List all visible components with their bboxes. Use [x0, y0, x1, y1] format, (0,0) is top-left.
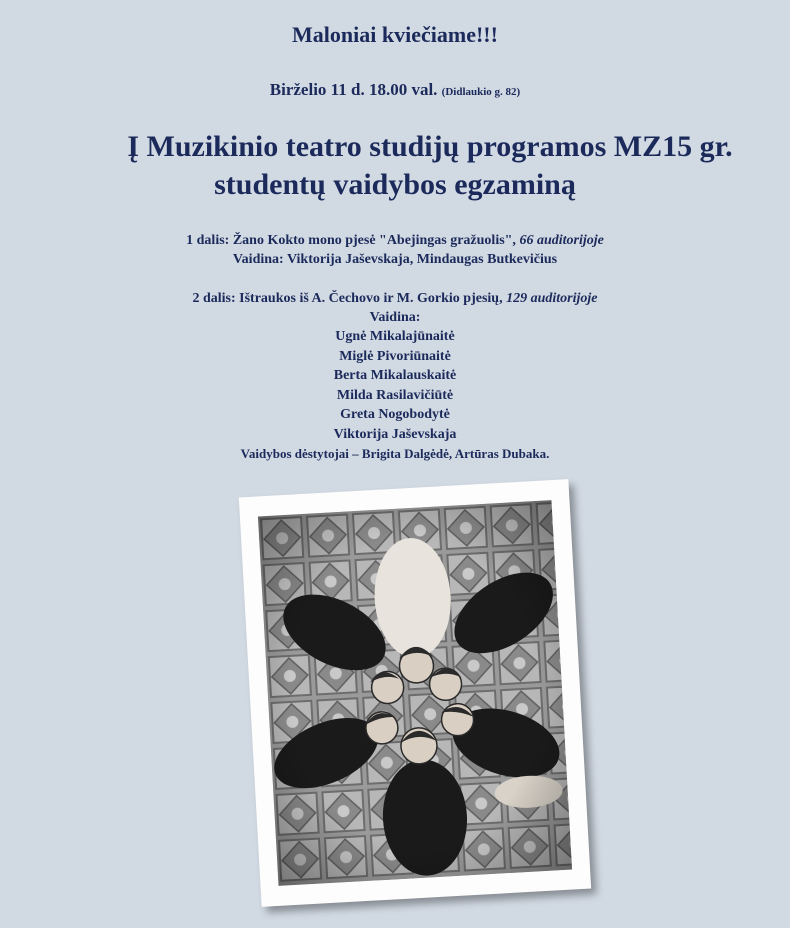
event-title-line1: Į Muzikinio teatro studijų programos MZ15 gr. [127, 130, 733, 163]
part1-description [0, 231, 790, 250]
cast-member: Viktorija Jaševskaja [333, 426, 457, 442]
date-time-main: Birželio 11 d. 18.00 val. [269, 80, 438, 99]
cast-member: Greta Nogobodytė [340, 407, 450, 422]
invite-heading: Maloniai kviečiame!!! [292, 22, 498, 47]
part2-section [0, 289, 790, 463]
part2-description [0, 289, 790, 308]
cast-list [0, 327, 790, 444]
cast-member: Ugnė Mikalajūnaitė [335, 329, 455, 344]
part1-section [0, 231, 790, 269]
venue-address: (Didlaukio g. 82) [441, 86, 521, 98]
part1-cast: Vaidina: Viktorija Jaševskaja, Mindaugas Butkevičius [232, 252, 558, 267]
cast-member: Miglė Pivoriūnaitė [339, 348, 451, 364]
teachers: Vaidybos dėstytojai – Brigita Dalgėdė, Artūras Dubaka. [240, 446, 550, 461]
cast-member: Milda Rasilavičiūtė [336, 387, 454, 403]
event-title [0, 128, 790, 204]
part1-text: 1 dalis: Žano Kokto mono pjesė "Abejingas gražuolis", [186, 233, 520, 248]
part1-room: 66 auditorijoje [519, 233, 604, 248]
cast-member: Berta Mikalauskaitė [333, 368, 457, 383]
date-time [0, 80, 790, 100]
group-photo-illustration [258, 500, 572, 886]
event-title-line2: studentų vaidybos egzaminą [214, 168, 576, 201]
part2-room: 129 auditorijoje [506, 291, 598, 306]
photo-frame [239, 479, 591, 907]
group-photo [258, 500, 572, 886]
part2-text: 2 dalis: Ištraukos iš A. Čechovo ir M. Gorkio pjesių, [192, 291, 507, 306]
part2-cast-label: Vaidina: [369, 310, 421, 325]
